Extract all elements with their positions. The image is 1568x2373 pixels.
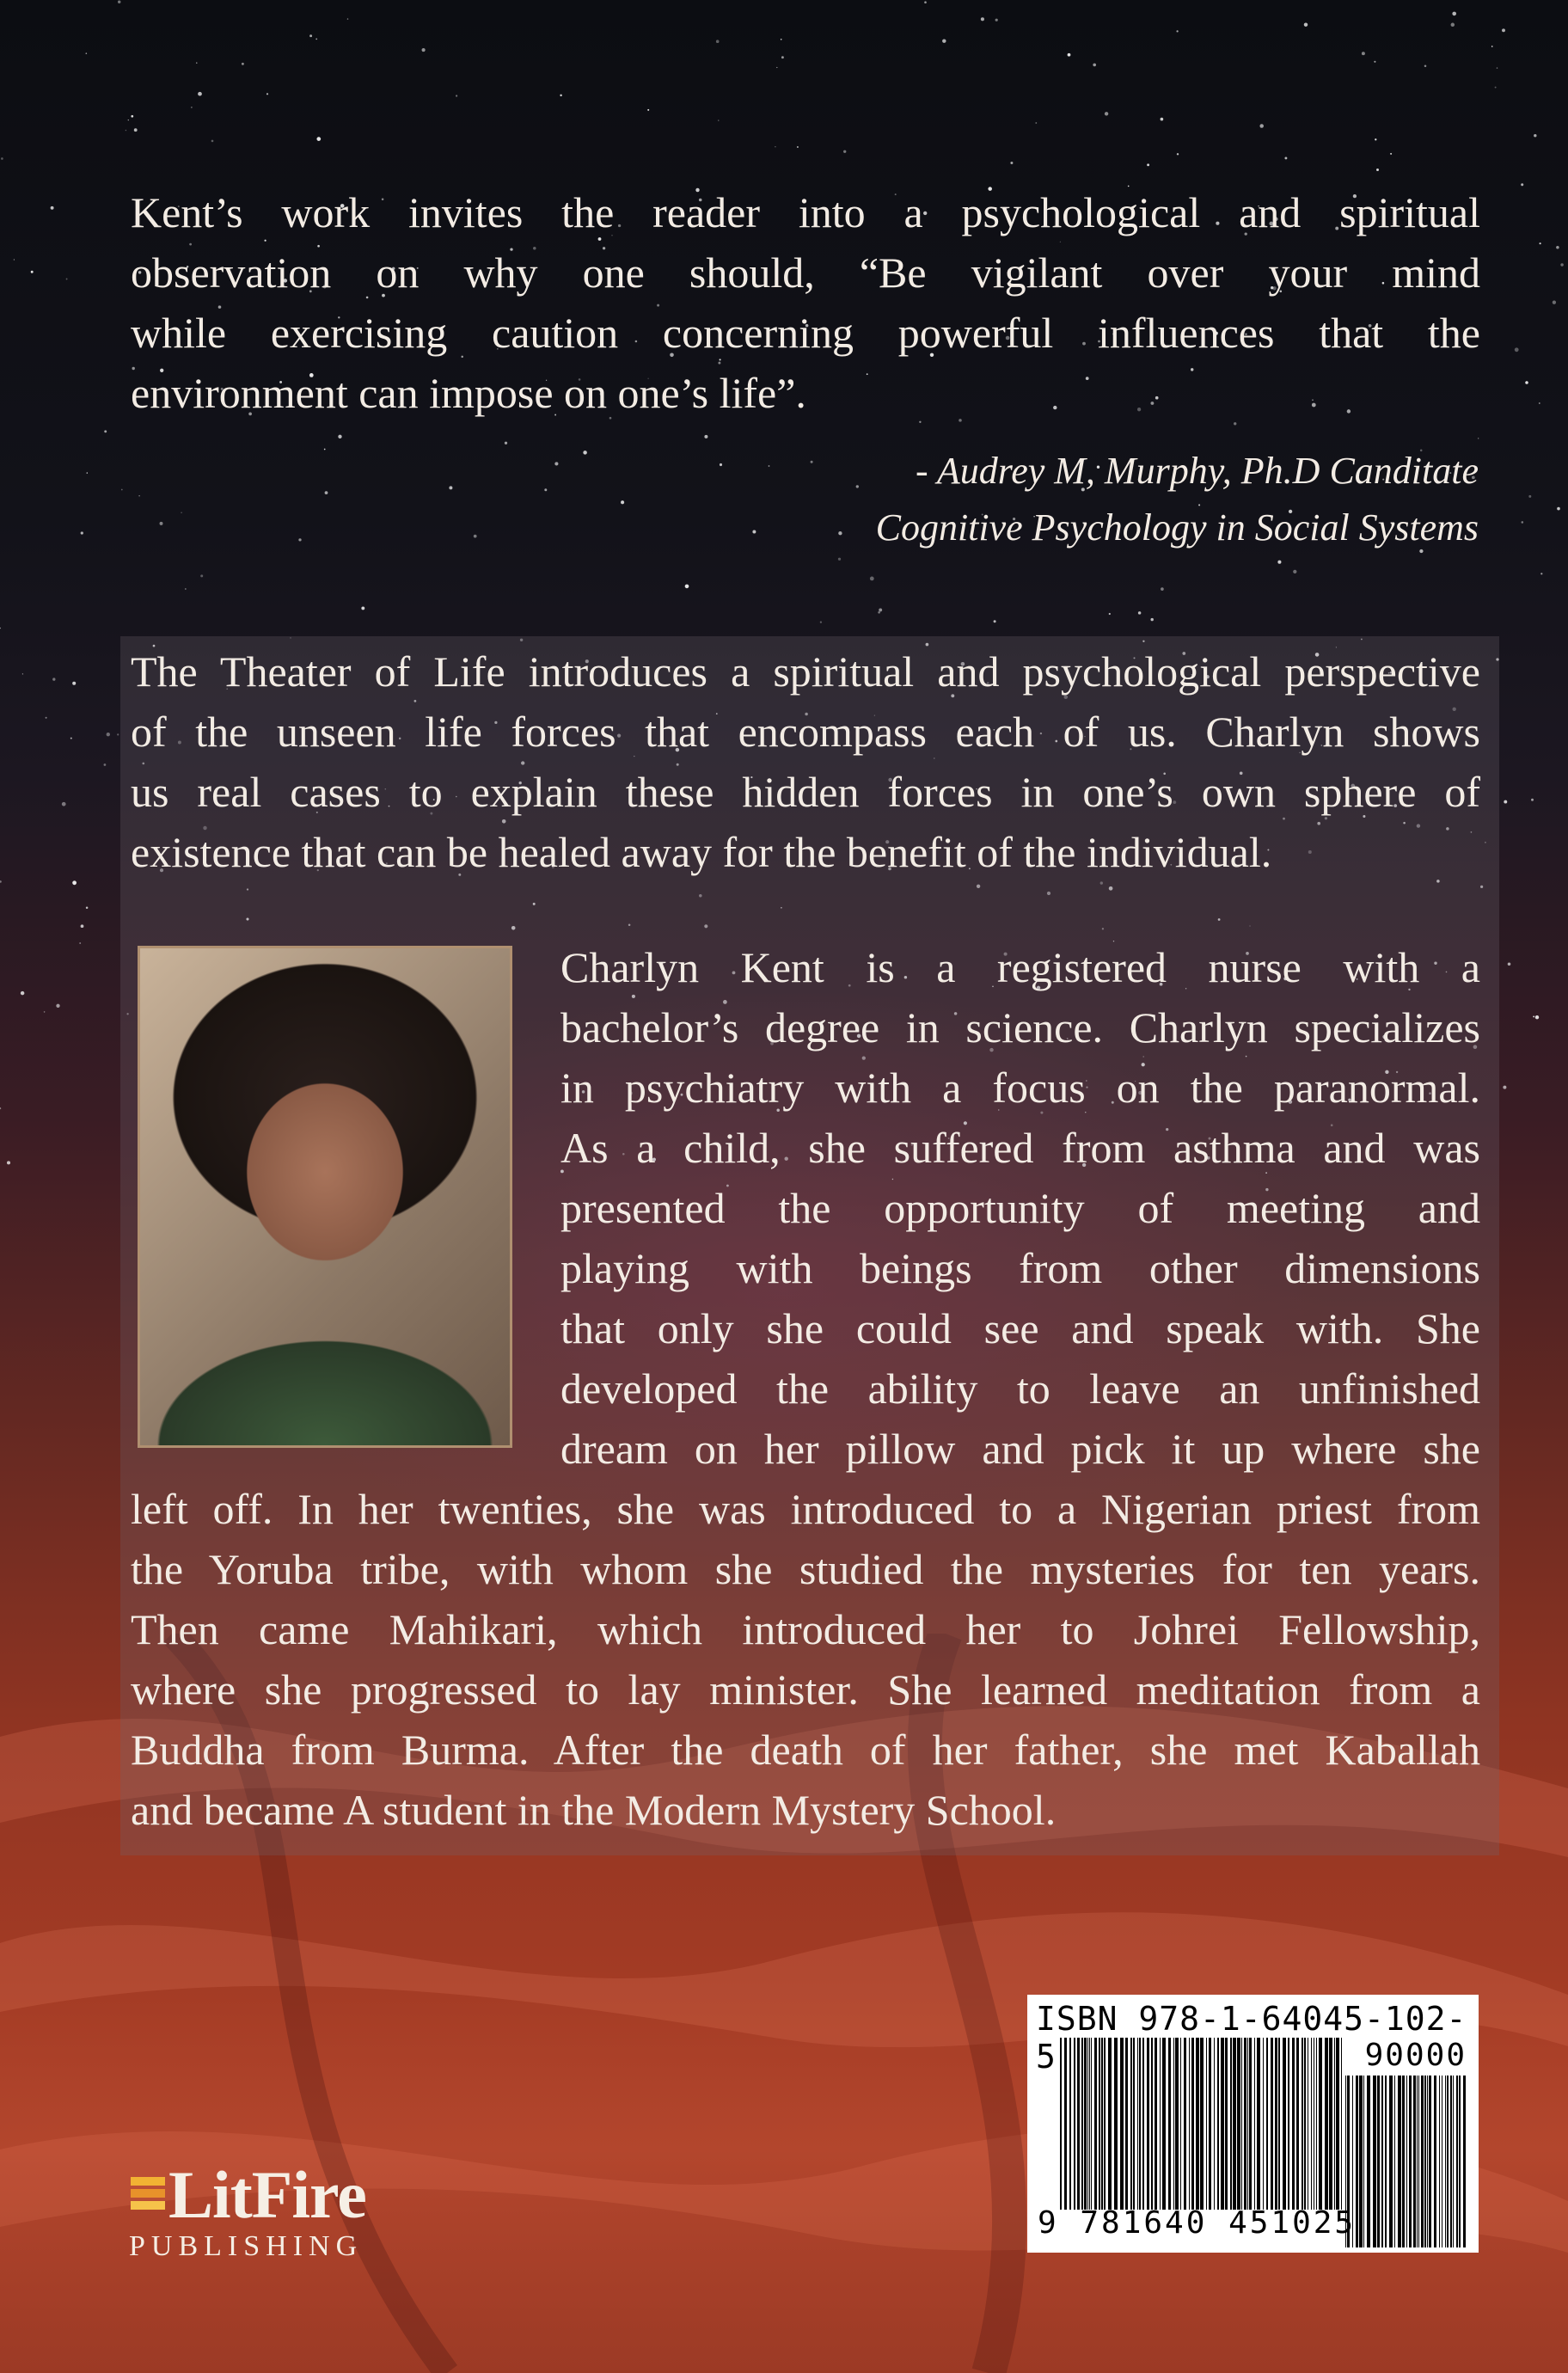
barcode-bar xyxy=(1278,2038,1280,2210)
star xyxy=(107,733,110,736)
star xyxy=(1376,169,1379,171)
star xyxy=(81,924,84,928)
barcode-bar xyxy=(1316,2038,1317,2210)
barcode-bar xyxy=(1389,2076,1393,2247)
description-line: The Theater of Life introduces a spiritual and psychological perspective xyxy=(131,647,1480,696)
star xyxy=(647,109,649,111)
star xyxy=(995,19,998,21)
star xyxy=(185,588,186,589)
star xyxy=(776,67,777,68)
star xyxy=(1534,134,1536,137)
barcode-bar xyxy=(1069,2038,1071,2210)
barcode-bar xyxy=(1275,2038,1277,2210)
star xyxy=(1560,263,1563,266)
barcode-bar xyxy=(1249,2038,1252,2210)
star xyxy=(621,500,624,504)
star xyxy=(0,880,2,883)
star xyxy=(117,733,119,735)
description-line: us real cases to explain these hidden forces in one’s own sphere of xyxy=(131,768,1480,816)
barcode-bar xyxy=(1214,2038,1215,2210)
star xyxy=(797,146,799,148)
star xyxy=(338,435,341,438)
barcode-bar xyxy=(1311,2038,1312,2210)
barcode-bar xyxy=(1206,2038,1207,2210)
barcode-bar xyxy=(1418,2076,1419,2247)
star xyxy=(781,39,782,40)
star xyxy=(1557,507,1560,511)
star xyxy=(86,907,89,910)
star xyxy=(316,137,321,141)
barcode-bar xyxy=(1114,2038,1118,2210)
star xyxy=(118,0,120,3)
barcode-bar xyxy=(1257,2038,1260,2210)
star xyxy=(86,52,88,54)
star xyxy=(422,48,426,52)
star xyxy=(1304,22,1308,26)
barcode-bar xyxy=(1130,2038,1132,2210)
barcode-bar xyxy=(1385,2076,1387,2247)
barcode-bar xyxy=(1424,2076,1426,2247)
barcode-bar xyxy=(1409,2076,1412,2247)
star xyxy=(138,495,139,496)
isbn-label: ISBN 978-1-64045-102-5 xyxy=(1036,2000,1467,2076)
star xyxy=(1150,618,1153,621)
star xyxy=(51,206,54,210)
star xyxy=(1362,52,1365,55)
barcode-bar xyxy=(1445,2076,1446,2247)
barcode-bar xyxy=(1089,2038,1090,2210)
star xyxy=(1010,162,1013,164)
star xyxy=(1531,799,1534,801)
barcode-bar xyxy=(1101,2038,1103,2210)
isbn-barcode xyxy=(1027,1995,1479,2253)
star xyxy=(1068,53,1071,57)
star xyxy=(1504,800,1507,804)
star xyxy=(811,461,813,463)
star xyxy=(1540,242,1541,244)
barcode-bar xyxy=(1244,2038,1246,2210)
barcode-bar xyxy=(1151,2038,1153,2210)
star xyxy=(1540,573,1542,574)
barcode-bar xyxy=(1266,2038,1268,2210)
star xyxy=(1522,521,1524,524)
star xyxy=(752,530,756,534)
barcode-bar xyxy=(1459,2076,1461,2247)
star xyxy=(1177,153,1179,155)
bio-line: Charlyn Kent is a registered nurse with a xyxy=(560,943,1480,991)
star xyxy=(70,738,72,739)
star xyxy=(7,1161,10,1164)
star xyxy=(14,259,15,260)
star xyxy=(544,488,547,491)
barcode-bar xyxy=(1091,2038,1092,2210)
bio-line: presented the opportunity of meeting and xyxy=(560,1184,1480,1232)
star xyxy=(1390,153,1392,155)
price-code: 90000 xyxy=(1364,2038,1467,2073)
barcode-bar xyxy=(1184,2038,1186,2210)
barcode-bar xyxy=(1099,2038,1100,2210)
bio-line: left off. In her twenties, she was introduced to a Nigerian priest from xyxy=(131,1485,1480,1533)
barcode-bar xyxy=(1189,2038,1190,2210)
barcode-bar xyxy=(1283,2038,1286,2210)
quote-attribution xyxy=(876,443,1479,556)
barcode-bar xyxy=(1137,2038,1138,2210)
barcode-bar xyxy=(1421,2076,1424,2247)
barcode-bar xyxy=(1394,2076,1395,2247)
star xyxy=(1035,122,1037,124)
star xyxy=(324,449,326,451)
star xyxy=(843,150,846,153)
star xyxy=(1539,402,1540,404)
barcode-bar xyxy=(1271,2038,1273,2210)
star xyxy=(126,130,127,132)
star xyxy=(1508,963,1511,966)
barcode-bar xyxy=(1439,2076,1440,2247)
barcode-bar xyxy=(1074,2038,1075,2210)
star xyxy=(838,531,842,535)
quote-line: environment can impose on one’s life”. xyxy=(131,369,806,417)
star xyxy=(942,39,946,42)
star xyxy=(0,628,1,629)
star xyxy=(200,574,203,577)
star xyxy=(104,763,107,766)
star xyxy=(298,538,301,541)
barcode-bar xyxy=(1292,2038,1295,2210)
star xyxy=(52,678,55,680)
barcode-bar xyxy=(1162,2038,1166,2210)
star xyxy=(266,93,268,95)
star xyxy=(554,462,558,465)
barcode-bar xyxy=(1356,2076,1358,2247)
star xyxy=(981,17,984,21)
barcode-addon-icon xyxy=(1345,2076,1466,2247)
barcode-bar xyxy=(1191,2038,1194,2210)
bio-line: Then came Mahikari, which introduced her to Johrei Fellowship, xyxy=(131,1605,1480,1653)
star xyxy=(716,40,720,43)
barcode-bar xyxy=(1180,2038,1181,2210)
star xyxy=(1138,611,1142,615)
star xyxy=(1553,301,1556,304)
star xyxy=(72,880,77,885)
quote-line: while exercising caution concerning powerful influences that the xyxy=(131,309,1480,357)
star xyxy=(1525,381,1528,384)
star xyxy=(1,157,3,160)
star xyxy=(560,95,561,96)
star xyxy=(820,621,822,622)
star xyxy=(1452,12,1456,16)
star xyxy=(449,486,452,489)
barcode-bar xyxy=(1221,2038,1224,2210)
barcode-bar xyxy=(1139,2038,1141,2210)
barcode-bar xyxy=(1254,2038,1255,2210)
star xyxy=(347,18,348,19)
barcode-bar xyxy=(1288,2038,1289,2210)
barcode-bar xyxy=(1304,2038,1306,2210)
star xyxy=(62,802,66,806)
barcode-bar xyxy=(1125,2038,1128,2210)
star xyxy=(21,991,24,995)
star xyxy=(81,531,83,534)
barcode-bar xyxy=(1381,2076,1383,2247)
bio-line: the Yoruba tribe, with whom she studied the mysteries for ten years. xyxy=(131,1545,1480,1593)
bio-line: that only she could see and speak with. She xyxy=(560,1304,1480,1352)
barcode-bar xyxy=(1077,2038,1080,2210)
star xyxy=(456,95,457,96)
barcode-bar xyxy=(1367,2076,1370,2247)
star xyxy=(1556,246,1559,249)
barcode-bar xyxy=(1453,2076,1454,2247)
star xyxy=(1293,570,1296,573)
star xyxy=(31,271,34,273)
star xyxy=(1535,1015,1539,1019)
barcode-bar xyxy=(1296,2038,1299,2210)
publisher-name: LitFire xyxy=(168,2157,366,2232)
bio-line: developed the ability to leave an unfinished xyxy=(560,1364,1480,1413)
bio-line: dream on her pillow and pick it up where she xyxy=(560,1425,1480,1473)
barcode-bar xyxy=(1241,2038,1242,2210)
star xyxy=(198,92,202,96)
barcode-bar xyxy=(1160,2038,1161,2210)
star xyxy=(1161,118,1164,121)
barcode-bar xyxy=(1302,2038,1303,2210)
bio-line: in psychiatry with a focus on the paranormal. xyxy=(560,1064,1480,1112)
bio-line: bachelor’s degree in science. Charlyn specializes xyxy=(560,1003,1480,1052)
quote-line: Kent’s work invites the reader into a psychological and spiritual xyxy=(131,188,1480,236)
barcode-bar xyxy=(1120,2038,1124,2210)
star xyxy=(46,717,47,719)
barcode-bar xyxy=(1247,2038,1248,2210)
barcode-bar xyxy=(1402,2076,1405,2247)
barcode-bar xyxy=(1168,2038,1171,2210)
barcode-bar xyxy=(1108,2038,1112,2210)
barcode-bar xyxy=(1450,2076,1452,2247)
star xyxy=(1495,87,1497,89)
star xyxy=(1093,64,1096,67)
star xyxy=(879,608,882,611)
barcode-bar xyxy=(1363,2076,1364,2247)
star xyxy=(505,442,507,445)
star xyxy=(1424,65,1427,68)
attribution-name: - Audrey M, Murphy, Ph.D Canditate xyxy=(915,450,1479,492)
star xyxy=(160,522,163,525)
barcode-bar xyxy=(1133,2038,1135,2210)
star xyxy=(685,585,689,589)
star xyxy=(1147,163,1149,166)
star xyxy=(1259,124,1264,128)
star xyxy=(87,472,88,473)
barcode-bar xyxy=(1373,2076,1376,2247)
star xyxy=(1497,67,1498,68)
star xyxy=(56,1004,59,1008)
barcode-bar xyxy=(1429,2076,1431,2247)
star xyxy=(242,63,244,65)
star xyxy=(1105,112,1108,115)
star xyxy=(1521,183,1523,186)
star xyxy=(315,39,317,40)
barcode-bar xyxy=(1064,2038,1067,2210)
description-line: existence that can be healed away for the benefit of the individual. xyxy=(131,828,1272,876)
barcode-bar xyxy=(1329,2038,1332,2210)
star xyxy=(131,115,133,118)
star xyxy=(104,430,107,432)
star xyxy=(325,491,328,494)
star xyxy=(0,1107,1,1109)
star xyxy=(474,535,477,538)
star xyxy=(72,682,76,685)
barcode-bar xyxy=(1209,2038,1211,2210)
bio-line: playing with beings from other dimensions xyxy=(560,1244,1480,1292)
book-description xyxy=(131,641,1480,882)
star xyxy=(1533,1015,1534,1017)
barcode-bar xyxy=(1325,2038,1328,2210)
barcode-bar xyxy=(1463,2076,1466,2247)
star xyxy=(1491,46,1493,47)
star xyxy=(1503,1086,1506,1089)
barcode-main-icon xyxy=(1060,2038,1344,2210)
description-line: of the unseen life forces that encompass each of us. Charlyn shows xyxy=(131,708,1480,756)
barcode-bar xyxy=(1263,2038,1264,2210)
bio-line: and became A student in the Modern Mystery School. xyxy=(131,1786,1057,1834)
star xyxy=(44,1011,46,1013)
barcode-bar xyxy=(1142,2038,1144,2210)
bio-line: As a child, she suffered from asthma and was xyxy=(560,1124,1480,1172)
star xyxy=(838,558,841,561)
star xyxy=(1528,495,1531,498)
quote-line: observation on why one should, “Be vigilant over your mind xyxy=(131,248,1480,297)
barcode-bar xyxy=(1175,2038,1179,2210)
barcode-bar xyxy=(1104,2038,1106,2210)
barcode-bar xyxy=(1398,2076,1401,2247)
author-bio xyxy=(131,937,1480,1840)
star xyxy=(211,140,214,143)
barcode-bar xyxy=(1413,2076,1416,2247)
star xyxy=(361,606,364,610)
barcode-bar xyxy=(1417,2076,1418,2247)
star xyxy=(720,463,722,466)
star xyxy=(309,34,312,37)
barcode-bar xyxy=(1434,2076,1436,2247)
star xyxy=(856,485,859,487)
barcode-bar xyxy=(1456,2076,1458,2247)
star xyxy=(134,128,138,132)
barcode-bar xyxy=(1406,2076,1407,2247)
barcode-bar xyxy=(1081,2038,1083,2210)
star xyxy=(1176,30,1178,32)
star xyxy=(1451,23,1455,27)
barcode-bar xyxy=(1336,2038,1339,2210)
barcode-bar xyxy=(1334,2038,1335,2210)
star xyxy=(1277,561,1281,564)
publisher-subtitle: PUBLISHING xyxy=(129,2230,364,2262)
star xyxy=(121,489,123,491)
star xyxy=(1161,587,1164,591)
barcode-bar xyxy=(1155,2038,1157,2210)
barcode-bar xyxy=(1233,2038,1236,2210)
barcode-bar xyxy=(1225,2038,1228,2210)
book-stack-icon xyxy=(129,2174,167,2217)
bio-line: where she progressed to lay minister. She learned meditation from a xyxy=(131,1665,1480,1714)
star xyxy=(1515,347,1519,352)
star xyxy=(781,56,784,58)
barcode-bar xyxy=(1147,2038,1149,2210)
star xyxy=(66,279,68,280)
barcode-bar xyxy=(1200,2038,1204,2210)
bio-line: Buddha from Burma. After the death of her father, she met Kaballah xyxy=(131,1726,1480,1774)
star xyxy=(1284,156,1287,159)
barcode-bar xyxy=(1237,2038,1240,2210)
star xyxy=(769,465,770,467)
star xyxy=(1374,61,1375,63)
barcode-bar xyxy=(1094,2038,1097,2210)
barcode-bar xyxy=(1196,2038,1199,2210)
star xyxy=(1502,28,1505,32)
star xyxy=(704,435,707,438)
barcode-bar xyxy=(1217,2038,1219,2210)
star xyxy=(1109,613,1111,615)
star xyxy=(583,451,587,455)
barcode-digits: 9 781640 451025 xyxy=(1038,2205,1357,2241)
star xyxy=(994,620,996,622)
star xyxy=(924,1,927,3)
barcode-bar xyxy=(1377,2076,1380,2247)
attribution-field: Cognitive Psychology in Social Systems xyxy=(875,506,1479,549)
barcode-bar xyxy=(1359,2076,1363,2247)
star xyxy=(870,577,874,581)
barcode-bar xyxy=(1447,2076,1449,2247)
barcode-bar xyxy=(1173,2038,1174,2210)
star xyxy=(878,611,880,614)
star xyxy=(79,942,81,944)
barcode-bar xyxy=(1087,2038,1088,2210)
barcode-bar xyxy=(1341,2038,1342,2210)
barcode-bar xyxy=(1230,2038,1232,2210)
star xyxy=(22,673,23,674)
barcode-bar xyxy=(1060,2038,1062,2210)
barcode-bar xyxy=(1084,2038,1087,2210)
barcode-bar xyxy=(1319,2038,1322,2210)
endorsement-quote xyxy=(131,182,1480,423)
barcode-bar xyxy=(1427,2076,1428,2247)
star xyxy=(196,63,197,64)
star xyxy=(1375,138,1376,140)
